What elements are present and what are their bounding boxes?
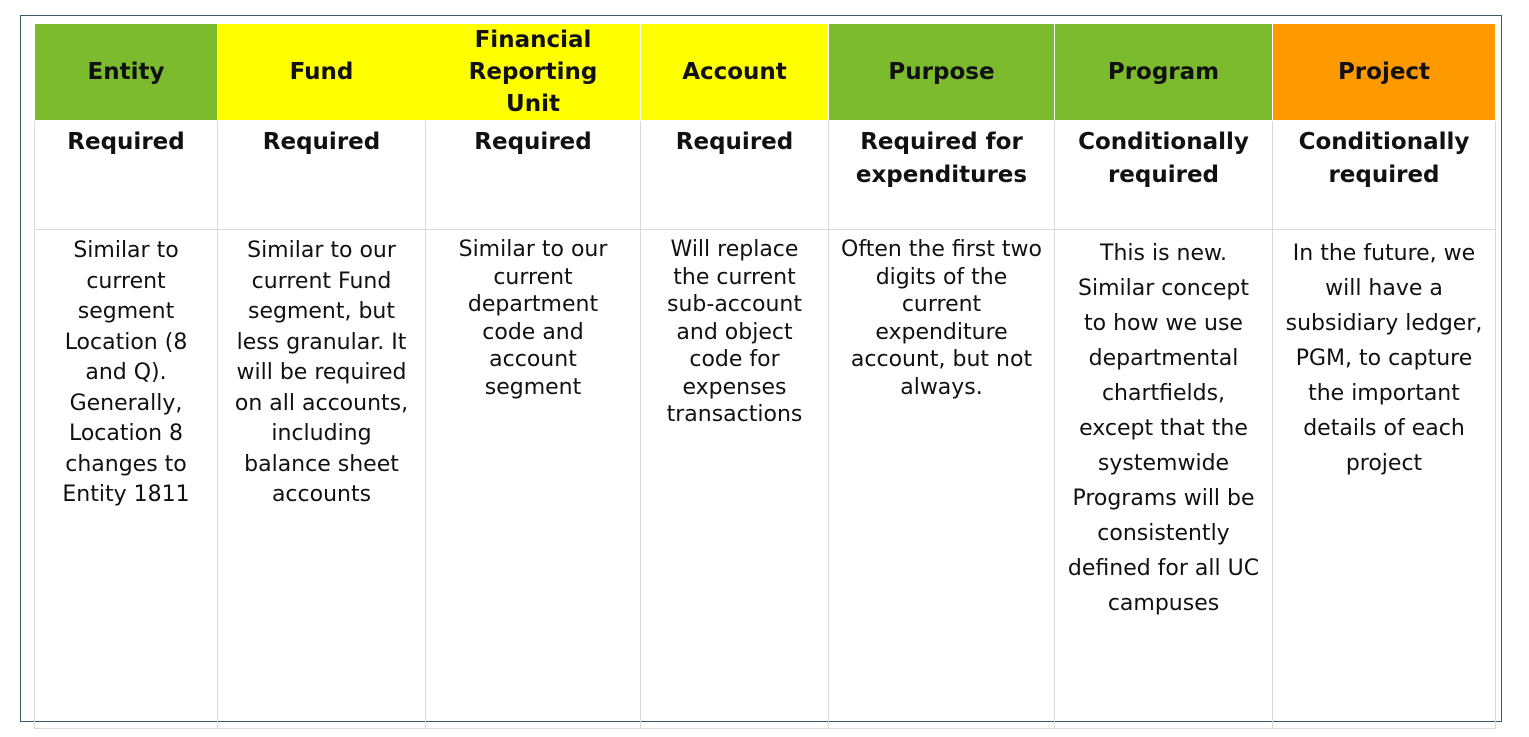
header-financial-reporting-unit: Financial Reporting Unit xyxy=(426,24,641,121)
requirement-entity: Required xyxy=(35,121,218,230)
description-program: This is new. Similar concept to how we use departmental chartfields, except that the systemwide Programs will be consistently defined for all UC campuses xyxy=(1055,230,1273,729)
chartfield-table xyxy=(34,23,1496,729)
description-account: Will replace the current sub-account and object code for expenses transactions xyxy=(641,230,829,729)
requirement-fund: Required xyxy=(218,121,426,230)
header-entity: Entity xyxy=(35,24,218,121)
description-entity: Similar to current segment Location (8 and Q). Generally, Location 8 changes to Entity 1811 xyxy=(35,230,218,729)
requirement-program: Conditionally required xyxy=(1055,121,1273,230)
requirement-financial-reporting-unit: Required xyxy=(426,121,641,230)
requirement-project: Conditionally required xyxy=(1273,121,1496,230)
description-project: In the future, we will have a subsidiary ledger, PGM, to capture the important details of each project xyxy=(1273,230,1496,729)
header-program: Program xyxy=(1055,24,1273,121)
description-fund: Similar to our current Fund segment, but less granular. It will be required on all accounts, including balance sheet accounts xyxy=(218,230,426,729)
requirement-row xyxy=(35,121,1496,230)
description-row xyxy=(35,230,1496,729)
header-row xyxy=(35,24,1496,121)
header-fund: Fund xyxy=(218,24,426,121)
requirement-account: Required xyxy=(641,121,829,230)
header-purpose: Purpose xyxy=(829,24,1055,121)
requirement-purpose: Required for expenditures xyxy=(829,121,1055,230)
description-purpose: Often the first two digits of the current expenditure account, but not always. xyxy=(829,230,1055,729)
header-project: Project xyxy=(1273,24,1496,121)
header-account: Account xyxy=(641,24,829,121)
description-financial-reporting-unit: Similar to our current department code and account segment xyxy=(426,230,641,729)
